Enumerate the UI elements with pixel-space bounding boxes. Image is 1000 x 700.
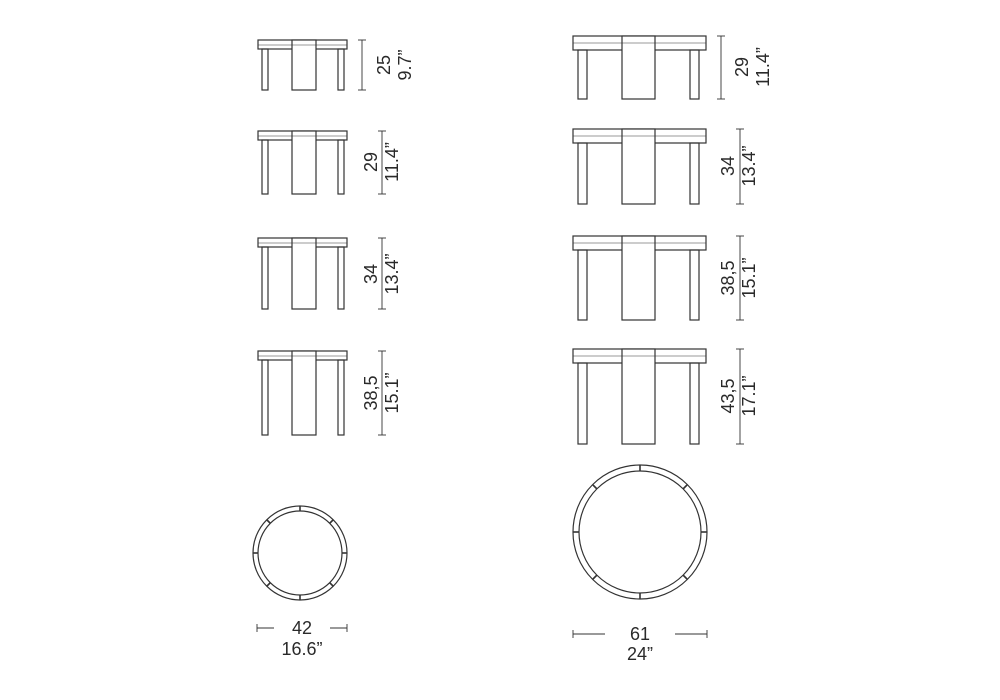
small-height-4-cm: 38,5 [361,375,381,411]
small-height-1-cm: 25 [374,54,394,76]
large-table-top-view [573,465,707,599]
small-height-3-cm: 34 [361,263,381,285]
small-table-side-view-1 [258,40,347,90]
large-height-3-cm: 38,5 [718,260,738,296]
large-height-2-in: 13.4” [739,145,759,187]
small-table-side-view-2 [258,131,347,194]
large-diameter-in: 24” [626,644,654,664]
dimension-lines [257,36,744,638]
small-height-1-in: 9.7” [395,49,415,81]
small-table-top-view [253,506,347,600]
small-height-3-in: 13.4” [382,253,402,295]
large-table-side-view-4 [573,349,706,444]
small-table-side-view-3 [258,238,347,309]
large-height-2-cm: 34 [718,155,738,177]
large-height-1-in: 11.4” [753,47,773,87]
large-height-4-cm: 43,5 [718,378,738,414]
small-height-4-in: 15.1” [382,372,402,414]
large-height-1-cm: 29 [732,56,752,78]
small-diameter-in: 16.6” [281,639,323,659]
small-table-side-view-4 [258,351,347,435]
large-table-side-view-2 [573,129,706,204]
large-height-4-in: 17.1” [739,375,759,417]
small-height-2-in: 11.4” [382,142,402,182]
small-height-2-cm: 29 [361,151,381,173]
large-height-3-in: 15.1” [739,257,759,299]
large-table-side-view-1 [573,36,706,99]
small-diameter-cm: 42 [291,618,313,638]
large-diameter-cm: 61 [629,624,651,644]
large-table-side-view-3 [573,236,706,320]
